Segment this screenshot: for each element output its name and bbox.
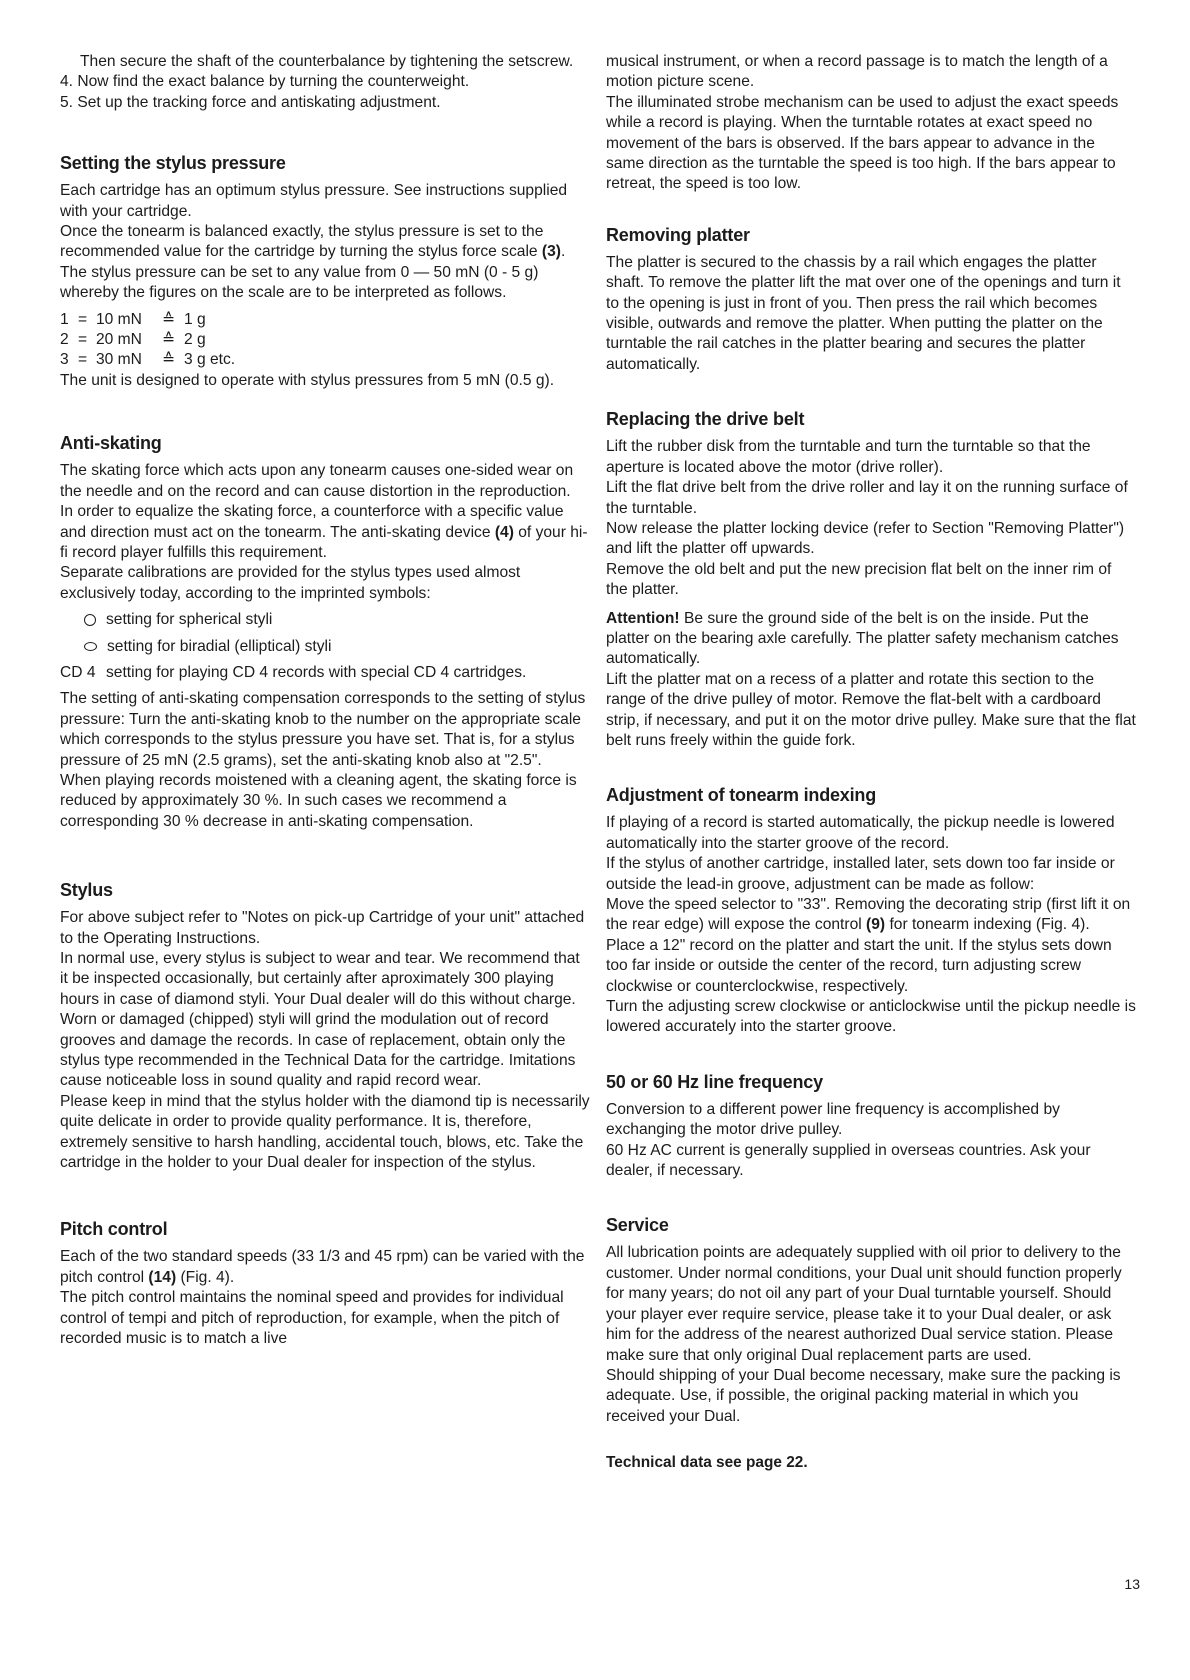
section-pitch-control [60,1217,590,1349]
heading-pitch-control: Pitch control [60,1219,168,1240]
paragraph: If playing of a record is started automatically, the pickup needle is lowered automatically into the starter groove of the record. [606,814,1115,852]
paragraph: Once the tonearm is balanced exactly, the stylus pressure is set to the recommended value for the cartridge by turning the stylus force scale (3). The stylus pressure can be set to any value from 0 — 50 mN (0 - 5 g) whereby the figures on the scale are to be interpreted as follows. [60,223,566,302]
paragraph: If the stylus of another cartridge, installed later, sets down too far inside or outside the lead-in groove, adjustment can be made as follow: [606,855,1115,893]
elliptical-symbol-icon [84,642,97,651]
intro-line: Then secure the shaft of the counterbalance by tightening the setscrew. [80,53,574,70]
paragraph: Move the speed selector to "33". Removing the decorating strip (first lift it on the rear edge) will expose the control (9) for tonearm indexing (Fig. 4). [606,896,1131,934]
scale-row: 1 = 10 mN ≙ 1 g [60,310,206,328]
heading-removing-platter: Removing platter [606,224,750,245]
heading-stylus-pressure: Setting the stylus pressure [60,153,286,174]
paragraph: Each of the two standard speeds (33 1/3 and 45 rpm) can be varied with the pitch control (14) (Fig. 4). [60,1248,585,1286]
section-pitch-continued [606,52,1136,195]
paragraph: The unit is designed to operate with stylus pressures from 5 mN (0.5 g). [60,371,555,389]
paragraph: The skating force which acts upon any tonearm causes one-sided wear on the needle and on the record and can cause distortion in the reproduction. [60,462,574,500]
attention-label: Attention! [606,609,680,627]
section-line-frequency [606,1070,1136,1182]
step-5: 5. Set up the tracking force and antiskating adjustment. [60,93,441,111]
section-service [606,1213,1136,1427]
right-column [606,52,1136,1474]
technical-data-note: Technical data see page 22. [606,1454,808,1472]
paragraph: Lift the rubber disk from the turntable and turn the turntable so that the aperture is located above the motor (drive roller). [606,438,1091,476]
paragraph: The setting of anti-skating compensation corresponds to the setting of stylus pressure: Turn the anti-skating knob to the number on the appropriate scale which corresponds to the stylus pressure you have set. That is, for a stylus pressure of 25 mN (2.5 grams), set the anti-skating knob also at "2.5". [60,690,586,769]
paragraph: When playing records moistened with a cleaning agent, the skating force is reduced by approximately 30 %. In such cases we recommend a corresponding 30 % decrease in anti-skating compensation. [60,771,577,830]
paragraph: Attention! Be sure the ground side of the belt is on the inside. Put the platter on the bearing axle carefully. The platter safety mechanism catches automatically. [606,609,1119,668]
section-anti-skating [60,431,590,832]
spherical-setting: setting for spherical styli [60,610,590,630]
heading-anti-skating: Anti-skating [60,433,162,454]
paragraph: Turn the adjusting screw clockwise or anticlockwise until the pickup needle is lowered accurately into the starter groove. [606,998,1136,1036]
stylus-scale-table [60,310,590,371]
paragraph: In normal use, every stylus is subject to wear and tear. We recommend that it be inspected occasionally, but certainly after aproximately 300 playing hours in case of diamond styli. Your Dual dealer will do this without charge. Worn or damaged (chipped) styli will grind the modulation out of record grooves and damage the records. In case of replacement, obtain only the stylus type recommended in the Technical Data for the cartridge. Imitations cause noticeable loss in sound quality and rapid record wear. [60,950,580,1090]
paragraph: Lift the platter mat on a recess of a platter and rotate this section to the range of the drive pulley of motor. Remove the flat-belt with a cardboard strip, if necessary, and put it on the motor drive pulley. Make sure that the flat belt runs freely within the guide fork. [606,670,1136,749]
scale-row: 3 = 30 mN ≙ 3 g etc. [60,351,236,369]
paragraph: Separate calibrations are provided for the stylus types used almost exclusively today, according to the imprinted symbols: [60,564,521,602]
section-removing-platter [606,223,1136,375]
paragraph: The illuminated strobe mechanism can be used to adjust the exact speeds while a record is playing. When the turntable rotates at exact speed no movement of the bars is observed. If the bars appear to advance in the same direction as the turntable the speed is too high. If the bars appear to retreat, the speed is too low. [606,93,1119,193]
paragraph: For above subject refer to "Notes on pick-up Cartridge of your unit" attached to the Operating Instructions. [60,909,585,947]
paragraph: The pitch control maintains the nominal speed and provides for individual control of tempi and pitch of reproduction, for example, when the pitch of recorded music is to match a live [60,1289,564,1348]
paragraph: 60 Hz AC current is generally supplied in overseas countries. Ask your dealer, if necessary. [606,1141,1091,1180]
heading-service: Service [606,1215,669,1236]
heading-drive-belt: Replacing the drive belt [606,409,805,430]
cd4-setting: CD 4 setting for playing CD 4 records with special CD 4 cartridges. [60,663,527,681]
paragraph: Lift the flat drive belt from the drive roller and lay it on the running surface of the turntable. [606,479,1128,517]
scale-row: 2 = 20 mN ≙ 2 g [60,331,206,349]
paragraph: musical instrument, or when a record passage is to match the length of a motion picture scene. [606,53,1108,91]
paragraph: Remove the old belt and put the new precision flat belt on the inner rim of the platter. [606,560,1112,599]
paragraph: The platter is secured to the chassis by a rail which engages the platter shaft. To remove the platter lift the mat over one of the openings and turn it to the opening is just in front of you. Then press the rail which becomes visible, outwards and remove the platter. When putting the platter on the turntable the rail catches in the platter bearing and secures the platter automatically. [606,253,1121,373]
paragraph: Place a 12" record on the platter and start the unit. If the stylus sets down too far inside or outside the center of the record, turn adjusting screw clockwise or counterclockwise, respectively. [606,936,1112,995]
paragraph: Conversion to a different power line frequency is accomplished by exchanging the motor drive pulley. [606,1100,1060,1139]
heading-stylus: Stylus [60,880,113,901]
section-stylus-pressure [60,151,590,391]
section-drive-belt [606,407,1136,751]
intro-steps [60,52,590,113]
paragraph: In order to equalize the skating force, a counterforce with a specific value and direction must act on the tonearm. The anti-skating device (4) of your hi-fi record player fulfills this requirement. [60,503,588,561]
section-stylus [60,878,590,1173]
step-4: 4. Now find the exact balance by turning the counterweight. [60,73,470,91]
paragraph: Should shipping of your Dual become necessary, make sure the packing is adequate. Use, if possible, the original packing material in which you received your Dual. [606,1366,1121,1425]
paragraph: All lubrication points are adequately supplied with oil prior to delivery to the customer. Under normal conditions, your Dual unit should function properly for many years; do not oil any part of your Dual turntable yourself. Should your player ever require service, please take it to your Dual dealer, or ask him for the address of the nearest authorized Dual service station. Please make sure that only original Dual replacement parts are used. [606,1244,1122,1364]
heading-tonearm-indexing: Adjustment of tonearm indexing [606,785,877,806]
paragraph: Now release the platter locking device (refer to Section "Removing Platter") and lift the platter off upwards. [606,519,1125,558]
paragraph: Each cartridge has an optimum stylus pressure. See instructions supplied with your cartridge. [60,182,568,220]
heading-line-frequency: 50 or 60 Hz line frequency [606,1071,823,1092]
paragraph: Please keep in mind that the stylus holder with the diamond tip is necessarily quite delicate in order to provide quality performance. It is, therefore, extremely sensitive to harsh handling, accidental touch, blows, etc. Take the cartridge in the holder to your Dual dealer for inspection of the stylus. [60,1092,590,1172]
biradial-setting: setting for biradial (elliptical) styli [60,637,590,657]
spherical-symbol-icon [84,614,96,626]
page-number: 13 [1124,1576,1140,1592]
left-column [60,52,590,1350]
section-tonearm-indexing [606,783,1136,1037]
